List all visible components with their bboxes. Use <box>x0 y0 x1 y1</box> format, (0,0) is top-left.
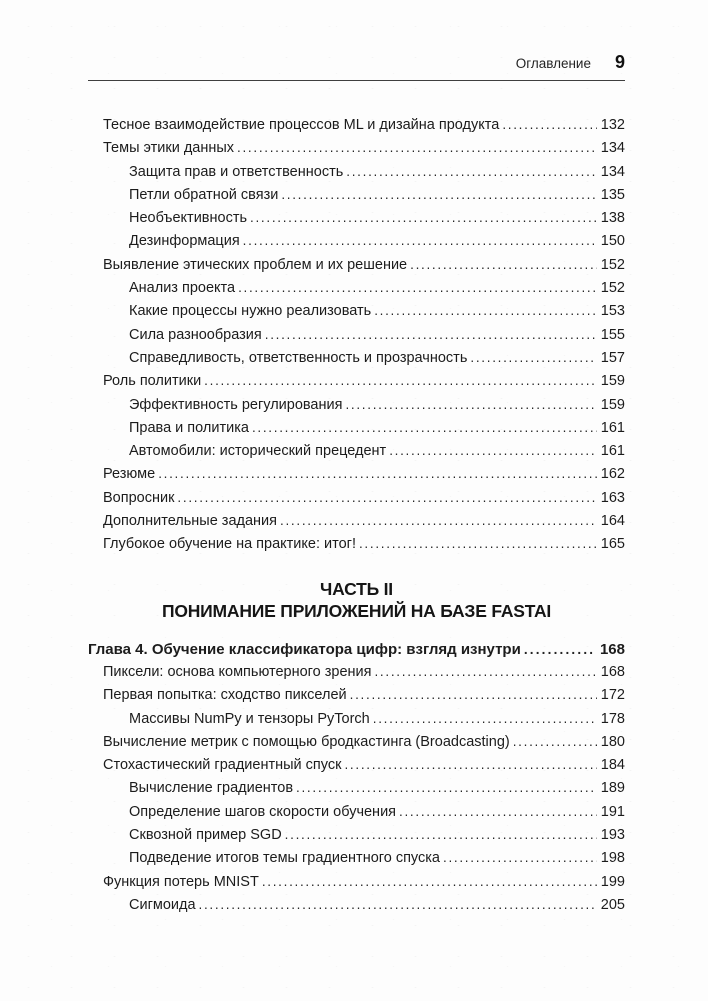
part-heading-line2: ПОНИМАНИЕ ПРИЛОЖЕНИЙ НА БАЗЕ FASTAI <box>161 600 552 621</box>
toc-entry <box>88 780 625 803</box>
toc-entry-title: Справедливость, ответственность и прозрачность <box>129 349 468 366</box>
toc-entry-title: Вычисление градиентов <box>129 780 294 797</box>
toc-page-number: 165 <box>600 536 625 553</box>
toc-entry-title: Вопросник <box>103 489 175 506</box>
toc-entry <box>88 373 625 396</box>
toc-leader-dots <box>443 850 597 866</box>
toc-page-number: 157 <box>600 349 625 366</box>
toc-page-number: 159 <box>600 373 625 390</box>
toc-entry-title: Сигмоида <box>129 896 196 913</box>
toc-entry-title: Эффективность регулирования <box>129 396 343 413</box>
toc-leader-dots <box>399 804 597 820</box>
toc-leader-dots <box>243 233 597 249</box>
toc-leader-dots <box>513 734 597 750</box>
toc-page-number: 134 <box>600 140 625 157</box>
toc-leader-dots <box>350 687 597 703</box>
toc-page-number: 138 <box>600 210 625 227</box>
toc-page-number: 184 <box>600 757 625 774</box>
toc-entry <box>88 874 625 897</box>
header-divider <box>88 80 625 81</box>
toc-entry <box>88 757 625 780</box>
toc-entry-title: Глубокое обучение на практике: итог! <box>103 536 356 553</box>
toc-page-number: 132 <box>600 117 625 133</box>
toc-page-number: 172 <box>600 687 625 704</box>
toc-leader-dots <box>502 117 596 133</box>
toc-leader-dots <box>177 490 596 506</box>
toc-entry <box>88 443 625 466</box>
toc-page-number: 155 <box>600 326 625 343</box>
toc-entry-title: Функция потерь MNIST <box>103 873 259 890</box>
toc-entry <box>88 897 625 920</box>
toc-leader-dots <box>389 443 597 459</box>
toc-entry-title: Дезинформация <box>129 233 240 250</box>
toc-leader-dots <box>265 327 597 343</box>
toc-entry-title: Какие процессы нужно реализовать <box>129 303 372 320</box>
toc-entry-title: Дополнительные задания <box>103 513 278 530</box>
toc-entry <box>88 734 625 757</box>
toc-leader-dots <box>344 757 596 773</box>
toc-entry-title: Анализ проекта <box>129 280 236 297</box>
toc-entry <box>88 687 625 710</box>
toc-entry-title: Определение шагов скорости обучения <box>129 803 397 820</box>
toc-page-number: 180 <box>600 733 625 750</box>
toc-entry <box>88 827 625 850</box>
toc-chapter-title: Глава 4. Обучение классификатора цифр: взгляд изнутри <box>88 640 521 658</box>
toc-entry <box>88 257 625 280</box>
toc-page-number: 205 <box>600 896 625 913</box>
toc-entry-title: Автомобили: исторический прецедент <box>129 443 387 460</box>
toc-entry <box>88 804 625 827</box>
toc-leader-dots <box>237 140 597 156</box>
toc-page-number: 198 <box>600 850 625 867</box>
toc-leader-dots <box>199 897 597 913</box>
toc-leader-dots <box>470 350 596 366</box>
toc-entry-title: Сквозной пример SGD <box>129 827 282 844</box>
toc-leader-dots <box>281 187 596 203</box>
toc-entry-title: Защита прав и ответственность <box>129 163 344 180</box>
toc-entry <box>88 303 625 326</box>
toc-entry <box>88 327 625 350</box>
toc-entry <box>88 536 625 559</box>
toc-entry-title: Выявление этических проблем и их решение <box>103 256 408 273</box>
toc-list-top <box>88 117 625 560</box>
toc-entry <box>88 210 625 233</box>
toc-leader-dots <box>252 420 597 436</box>
toc-leader-dots <box>262 874 597 890</box>
toc-page-number: 153 <box>600 303 625 320</box>
toc-entry-title: Резюме <box>103 466 156 483</box>
toc-entry-title: Массивы NumPy и тензоры PyTorch <box>129 710 370 727</box>
toc-page-number: 150 <box>600 233 625 250</box>
toc-entry-title: Петли обратной связи <box>129 186 279 203</box>
toc-leader-dots <box>359 536 597 552</box>
page-header <box>88 0 625 73</box>
toc-entry <box>88 140 625 163</box>
toc-leader-dots <box>345 397 596 413</box>
toc-entry-title: Первая попытка: сходство пикселей <box>103 687 347 704</box>
running-head-page-number: 9 <box>614 52 625 72</box>
toc-entry <box>88 513 625 536</box>
toc-entry <box>88 233 625 256</box>
toc-leader-dots <box>373 711 597 727</box>
toc-page-number: 135 <box>600 186 625 203</box>
toc-leader-dots <box>280 513 597 529</box>
toc-entry <box>88 420 625 443</box>
toc-leader-dots <box>238 280 597 296</box>
toc-entry <box>88 711 625 734</box>
toc-page-number: 189 <box>600 780 625 797</box>
toc-leader-dots <box>158 466 597 482</box>
toc-page-number: 193 <box>600 827 625 844</box>
toc-page-number: 191 <box>600 803 625 820</box>
toc-leader-dots <box>346 164 597 180</box>
toc-leader-dots <box>204 373 597 389</box>
toc-page-number: 163 <box>600 489 625 506</box>
toc-entry <box>88 280 625 303</box>
toc-page-number: 161 <box>600 443 625 460</box>
toc-page-number: 152 <box>600 280 625 297</box>
toc-leader-dots <box>285 827 597 843</box>
toc-entry-title: Тесное взаимодействие процессов ML и дизайна продукта <box>103 117 500 133</box>
toc-entry <box>88 664 625 687</box>
toc-entry <box>88 164 625 187</box>
toc-entry-title: Необъективность <box>129 210 248 227</box>
toc-page-number: 159 <box>600 396 625 413</box>
toc-page-number: 178 <box>600 710 625 727</box>
toc-entry-title: Стохастический градиентный спуск <box>103 757 342 774</box>
toc-entry-title: Вычисление метрик с помощью бродкастинга (Broadcasting) <box>103 733 510 750</box>
toc-leader-dots <box>524 642 596 658</box>
toc-entry <box>88 397 625 420</box>
toc-entry-title: Подведение итогов темы градиентного спуска <box>129 850 440 867</box>
toc-page-number: 161 <box>600 419 625 436</box>
toc-leader-dots <box>374 303 597 319</box>
running-head-title: Оглавление <box>515 56 591 71</box>
toc-chapter-entry <box>88 641 625 664</box>
toc-entry-title: Роль политики <box>103 373 202 390</box>
toc-entry <box>88 490 625 513</box>
toc-page-number: 134 <box>600 163 625 180</box>
toc-entry <box>88 850 625 873</box>
toc-entry <box>88 187 625 210</box>
toc-list-bottom <box>88 664 625 920</box>
part-heading-line1: ЧАСТЬ II <box>320 578 393 599</box>
part-heading <box>88 578 625 622</box>
toc-entry-title: Сила разнообразия <box>129 326 262 343</box>
toc-entry <box>88 350 625 373</box>
toc-page-number: 168 <box>600 663 625 680</box>
toc-entry <box>88 466 625 489</box>
toc-leader-dots <box>410 257 597 273</box>
toc-entry <box>88 117 625 140</box>
toc-chapter-page-number: 168 <box>599 640 625 658</box>
toc-entry-title: Темы этики данных <box>103 140 235 157</box>
toc-page-number: 152 <box>600 256 625 273</box>
toc-entry-title: Права и политика <box>129 419 249 436</box>
toc-page-number: 199 <box>600 873 625 890</box>
toc-entry-title: Пиксели: основа компьютерного зрения <box>103 663 372 680</box>
toc-leader-dots <box>374 664 596 680</box>
toc-page-number: 164 <box>600 513 625 530</box>
toc-page-number: 162 <box>600 466 625 483</box>
toc-leader-dots <box>250 210 597 226</box>
toc-leader-dots <box>296 780 597 796</box>
page-content <box>88 0 625 920</box>
